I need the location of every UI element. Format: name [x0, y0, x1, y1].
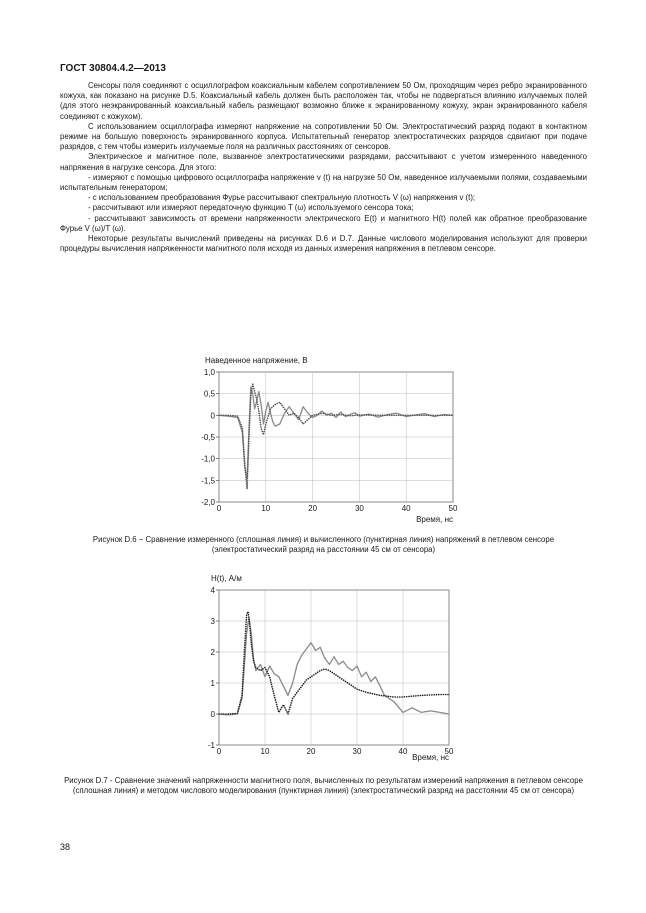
paragraph: Электрическое и магнитное поле, вызванное электростатическими разрядами, рассчитывают с учетом измеренного наведенного напряжения в нагрузке сенсора. Для этого:	[60, 152, 587, 172]
x-tick-label: 40	[401, 504, 411, 513]
body-text	[60, 81, 587, 254]
y-tick-label: 0	[210, 710, 215, 719]
figure-d6-chart	[195, 352, 465, 532]
plot-frame	[219, 590, 449, 745]
x-tick-label: 0	[216, 504, 222, 513]
list-item: - рассчитывают зависимость от времени напряженности электрического E(t) и магнитного H(t) полей как обратное преобразование Фурье V (ω)/T (ω).	[60, 213, 587, 233]
list-item: - с использованием преобразования Фурье рассчитывают спектральную плотность V (ω) напряжения v (t);	[88, 193, 476, 203]
x-tick-label: 10	[261, 504, 271, 513]
list-item: - рассчитывают или измеряют передаточную функцию T (ω) используемого сенсора тока;	[88, 203, 414, 213]
y-tick-label: 0	[210, 411, 215, 421]
figure-d7-chart	[195, 570, 465, 765]
series-line-solid	[219, 618, 449, 715]
y-tick-label: -1	[207, 741, 215, 750]
x-tick-label: 30	[354, 504, 364, 513]
y-tick-label: -2,0	[201, 498, 215, 507]
y-axis-label: Наведенное напряжение, В	[205, 356, 308, 365]
x-tick-label: 10	[260, 747, 270, 756]
x-tick-label: 20	[306, 747, 316, 756]
figure-d7-caption: Рисунок D.7 - Сравнение значений напряженности магнитного поля, вычисленных по результатам измерений напряжения в петлевом сенсоре (сплошная линия) и методом числового моделирования (пунктирная линия) (электростатический разряд на расстоянии 45 см от сенсора)	[64, 776, 583, 796]
document-header: ГОСТ 30804.4.2—2013	[60, 63, 166, 74]
y-tick-label: 2	[210, 648, 215, 657]
list-item: - измеряют с помощью цифрового осциллографа напряжение v (t) на нагрузке 50 Ом, наведенное излучаемыми полями, создаваемыми испытательным генератором;	[60, 172, 587, 193]
y-tick-label: 0,5	[203, 389, 215, 399]
paragraph: Некоторые результаты вычислений приведены на рисунках D.6 и D.7. Данные числового моделирования используют для проверки процедуры вычисления напряженности магнитного поля исходя из данных измерения напряжения в петлевом сенсоре.	[60, 234, 587, 254]
series-line-solid	[219, 387, 453, 478]
page-number: 38	[60, 842, 71, 852]
y-tick-label: 3	[210, 617, 215, 626]
y-tick-label: -0,5	[201, 433, 215, 442]
x-tick-label: 20	[308, 504, 318, 513]
x-tick-label: 30	[352, 747, 362, 756]
paragraph: С использованием осциллографа измеряют напряжение на сопротивлении 50 Ом. Электростатический разряд подают в контактном режиме на большую поверхность экранированного корпуса. Испытательный генератор электростатических разрядов сдвигают при подаче разрядов, с тем чтобы измерить излучаемые поля на различных расстояниях от сенсоров.	[60, 121, 587, 152]
y-tick-label: 1	[210, 679, 215, 688]
y-tick-label: 1,0	[203, 368, 215, 377]
figure-d6-caption: Рисунок D.6 − Сравнение измеренного (сплошная линия) и вычисленного (пунктирная линия) напряжений в петлевом сенсоре (электростатический разряд на расстоянии 45 см от сенсора)	[92, 535, 555, 555]
paragraph: Сенсоры поля соединяют с осциллографом коаксиальным кабелем сопротивлением 50 Ом, проходящим через ребро экранированного кожуха, как показано на рисунке D.5. Коаксиальный кабель должен быть расположен так, чтобы не подвергаться влиянию излучаемых полей (для этого неэкранированный коаксиальный кабель размещают возможно ближе к экранированному кожуху, экран экранированного кабеля соединяют с кожухом).	[60, 81, 587, 121]
x-axis-label: Время, нс	[412, 753, 449, 762]
series-line-dotted	[219, 612, 449, 714]
x-axis-label: Время, нс	[416, 515, 453, 524]
y-axis-label: H(t), А/м	[211, 574, 242, 583]
y-tick-label: 4	[210, 586, 215, 595]
y-tick-label: -1,0	[201, 454, 215, 464]
y-tick-label: -1,5	[201, 476, 215, 486]
x-tick-label: 40	[398, 747, 408, 756]
x-tick-label: 50	[448, 504, 458, 513]
x-tick-label: 0	[216, 747, 222, 756]
x-tick-label: 50	[444, 747, 454, 756]
